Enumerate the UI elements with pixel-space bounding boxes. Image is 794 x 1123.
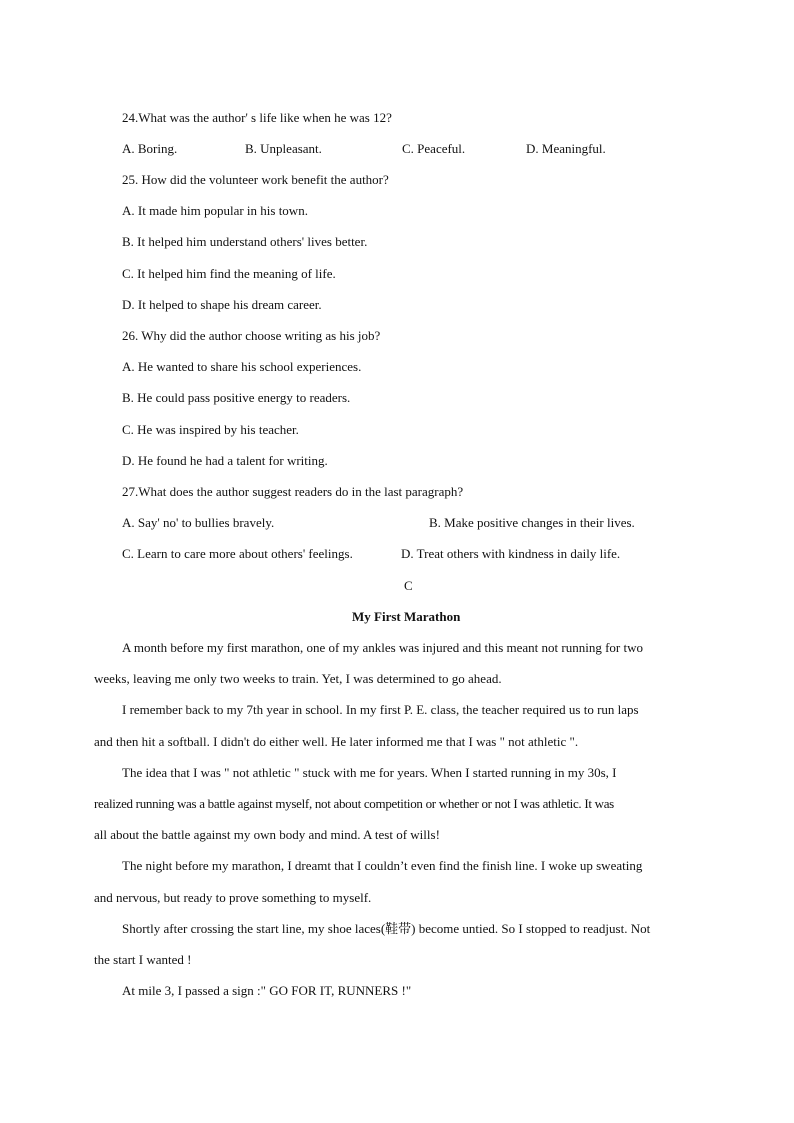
question-25-option-b: B. It helped him understand others' lives better. bbox=[122, 234, 368, 249]
question-24-option-b: B. Unpleasant. bbox=[245, 141, 322, 156]
passage-line: The idea that I was " not athletic " stuck with me for years. When I started running in my 30s, I bbox=[122, 765, 617, 780]
question-27-option-d: D. Treat others with kindness in daily life. bbox=[401, 546, 621, 561]
passage-line: the start I wanted ! bbox=[94, 952, 192, 967]
question-26-option-b: B. He could pass positive energy to readers. bbox=[122, 390, 351, 405]
passage-line: and nervous, but ready to prove something to myself. bbox=[94, 890, 372, 905]
question-24-stem: 24.What was the author' s life like when he was 12? bbox=[122, 110, 392, 125]
question-25-option-d: D. It helped to shape his dream career. bbox=[122, 297, 322, 312]
section-letter: C bbox=[404, 578, 413, 593]
question-24-option-c: C. Peaceful. bbox=[402, 141, 466, 156]
passage-line: At mile 3, I passed a sign :" GO FOR IT, RUNNERS !" bbox=[122, 983, 412, 998]
question-24-option-d: D. Meaningful. bbox=[526, 141, 606, 156]
question-27-option-c: C. Learn to care more about others' feelings. bbox=[122, 546, 353, 561]
question-26-option-d: D. He found he had a talent for writing. bbox=[122, 453, 328, 468]
passage-line: The night before my marathon, I dreamt that I couldn’t even find the finish line. I woke up sweating bbox=[122, 858, 643, 873]
passage-title: My First Marathon bbox=[352, 609, 461, 624]
passage-line: all about the battle against my own body and mind. A test of wills! bbox=[94, 827, 440, 842]
question-24-option-a: A. Boring. bbox=[122, 141, 178, 156]
question-25-stem: 25. How did the volunteer work benefit the author? bbox=[122, 172, 389, 187]
passage-line: A month before my first marathon, one of my ankles was injured and this meant not running for two bbox=[122, 640, 643, 655]
passage-line: realized running was a battle against myself, not about competition or whether or not I was athletic. It was bbox=[94, 796, 614, 811]
question-27-option-a: A. Say' no' to bullies bravely. bbox=[122, 515, 275, 530]
question-26-option-c: C. He was inspired by his teacher. bbox=[122, 422, 299, 437]
question-26-stem: 26. Why did the author choose writing as his job? bbox=[122, 328, 381, 343]
passage-line: and then hit a softball. I didn't do either well. He later informed me that I was " not athletic ". bbox=[94, 734, 579, 749]
passage-line: Shortly after crossing the start line, my shoe laces(鞋带) become untied. So I stopped to readjust. Not bbox=[122, 921, 651, 936]
question-25-option-c: C. It helped him find the meaning of life. bbox=[122, 266, 336, 281]
question-27-stem: 27.What does the author suggest readers do in the last paragraph? bbox=[122, 484, 464, 499]
question-25-option-a: A. It made him popular in his town. bbox=[122, 203, 308, 218]
question-27-option-b: B. Make positive changes in their lives. bbox=[429, 515, 635, 530]
passage-line: I remember back to my 7th year in school. In my first P. E. class, the teacher required us to run laps bbox=[122, 702, 639, 717]
question-26-option-a: A. He wanted to share his school experiences. bbox=[122, 359, 362, 374]
passage-line: weeks, leaving me only two weeks to train. Yet, I was determined to go ahead. bbox=[94, 671, 502, 686]
